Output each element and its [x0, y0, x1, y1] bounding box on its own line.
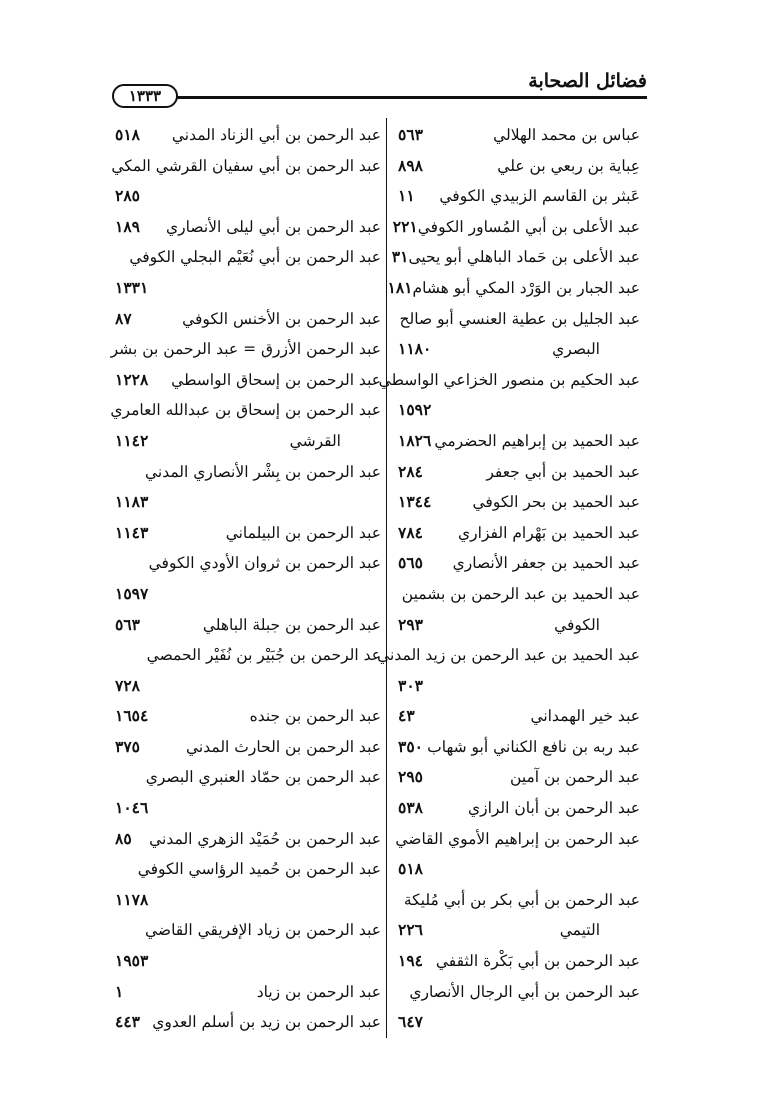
- page-reference: ٥٦٣: [115, 614, 140, 634]
- page-reference: ٧٢٨: [115, 675, 140, 695]
- entry-line: [398, 579, 640, 610]
- page-reference: ٣٠٣: [398, 675, 423, 695]
- entry-name: عبد الرحمن بن جبلة الباهلي: [202, 615, 381, 634]
- page-reference: ٥٦٣: [398, 125, 423, 144]
- entry-line: [115, 640, 381, 671]
- entry-line: [115, 701, 381, 732]
- entry-line: [398, 548, 640, 579]
- index-entry: [115, 915, 381, 976]
- index-entry: [398, 457, 640, 488]
- entry-line: [391, 242, 640, 273]
- index-entry: [387, 273, 640, 304]
- entry-name: عبد الحميد بن أبي جعفر: [486, 462, 640, 481]
- entry-name: عبد الرحمن بن حُميد الرؤاسي الكوفي: [137, 860, 381, 879]
- index-entry: [115, 120, 381, 151]
- entry-name: عبد الحميد بن بحر الكوفي: [472, 493, 640, 512]
- entry-line: [398, 671, 640, 702]
- page-reference: ١١٤٢: [115, 430, 149, 450]
- entry-name: عبد الرحمن بن جنده: [249, 707, 381, 726]
- entry-name: عبد الحميد بن جعفر الأنصاري: [452, 554, 640, 573]
- entry-line: [115, 610, 381, 641]
- entry-line: [387, 273, 640, 304]
- index-entry: [395, 824, 640, 885]
- index-entry: [398, 426, 640, 457]
- entry-line: [398, 610, 640, 641]
- index-entry: [398, 487, 640, 518]
- column-divider: [386, 118, 387, 1038]
- entry-line: [398, 977, 640, 1008]
- entry-name: عبد الرحمن بن إبراهيم الأموي القاضي: [395, 829, 640, 848]
- index-entry: [115, 457, 381, 518]
- entry-line: [110, 395, 381, 426]
- index-entry: [115, 242, 381, 303]
- entry-name: عبد الرحمن بن الحارث المدني: [186, 737, 381, 756]
- index-entry: [115, 701, 381, 732]
- index-entry: [115, 610, 381, 641]
- entry-name: عبد الحميد بن بَهْرام الفزاري: [458, 523, 640, 542]
- entry-line: [398, 151, 640, 182]
- page-header: [112, 70, 647, 104]
- page-reference: ١٠٤٦: [115, 798, 149, 818]
- header-rule: [167, 96, 647, 99]
- entry-name: عبد الجبار بن الوَرْد المكي أبو هشام: [412, 278, 640, 297]
- page-reference: ٤٤٣: [115, 1012, 140, 1032]
- entry-name: عِباية بن ربعي بن علي: [497, 156, 640, 175]
- entry-line: [110, 334, 381, 365]
- entry-line: [115, 915, 381, 946]
- entry-name: عبد الرحمن بن أبي ليلى الأنصاري: [166, 217, 381, 236]
- entry-name: عبد الرحمن بن الأخنس الكوفي: [182, 309, 381, 328]
- index-entry: [115, 977, 381, 1008]
- page-reference: ١٩٥٣: [115, 951, 149, 971]
- entry-line: [398, 732, 640, 763]
- entry-line: [398, 334, 640, 365]
- page-reference: ٣١: [391, 247, 409, 267]
- page-reference: ١١٧٨: [115, 889, 149, 909]
- index-entry: [115, 212, 381, 243]
- page-reference: ١١: [398, 186, 415, 206]
- entry-name: عبد الرحمن بن أبي سفيان القرشي المكي: [111, 156, 381, 175]
- entry-line: [115, 671, 381, 702]
- entry-name: عبد ربه بن نافع الكناني أبو شهاب: [427, 737, 640, 756]
- index-entry: [115, 518, 381, 549]
- entry-name: عبد الحكيم بن منصور الخزاعي الواسطي: [378, 370, 640, 389]
- entry-line: [115, 885, 381, 916]
- page-reference: ٥٦٥: [398, 553, 423, 573]
- entry-line: [115, 793, 381, 824]
- page-reference: ١٥٩٢: [398, 400, 432, 420]
- page-reference: ٥٣٨: [398, 798, 423, 818]
- page-reference: ٢٢١: [392, 216, 418, 236]
- page-reference: ١٥٩٧: [115, 583, 149, 603]
- entry-name: عبد الجليل بن عطية العنسي أبو صالح: [399, 309, 640, 328]
- page-reference: ٢٨٥: [115, 186, 140, 206]
- index-entry: [391, 242, 640, 273]
- entry-name: عد الرحمن بن جُبَيْر بن نُفَيْر الحمصي: [146, 646, 381, 665]
- entry-line: [378, 365, 640, 396]
- page-reference: ٨٩٨: [398, 155, 423, 175]
- index-entry: [398, 701, 640, 732]
- index-entry: [115, 548, 381, 609]
- index-entry: [398, 518, 640, 549]
- page-reference: ٣٧٥: [115, 736, 140, 756]
- index-entry: [110, 334, 381, 365]
- page-reference: ١٦٥٤: [115, 706, 149, 726]
- page-reference: ١٢٢٨: [115, 369, 149, 389]
- page-reference: ٢٩٣: [398, 614, 423, 634]
- entry-line: [398, 304, 640, 335]
- entry-line: [115, 426, 381, 457]
- index-entry: [115, 304, 381, 335]
- entry-name: عبد الرحمن بن أبي الزناد المدني: [171, 126, 381, 144]
- entry-line: [115, 120, 381, 151]
- entry-line: [398, 946, 640, 977]
- entry-line: [398, 701, 640, 732]
- entry-line: [115, 548, 381, 579]
- entry-name: القرشي: [289, 431, 341, 450]
- entry-line: [115, 854, 381, 885]
- entry-line: [392, 212, 640, 243]
- entry-name: عبد الحميد بن إبراهيم الحضرمي: [434, 431, 640, 450]
- index-entry: [398, 548, 640, 579]
- entry-line: [395, 824, 640, 855]
- entry-name: عبد الرحمن بن أبي نُعَيْم البجلي الكوفي: [129, 248, 381, 267]
- entry-line: [115, 365, 381, 396]
- entry-name: عَبثر بن القاسم الزبيدي الكوفي: [439, 187, 640, 206]
- index-entry: [111, 151, 381, 212]
- page-reference: ١: [115, 981, 124, 1001]
- index-entry: [398, 977, 640, 1038]
- page-reference: ١١٨٣: [115, 492, 149, 512]
- entry-line: [115, 946, 381, 977]
- entry-line: [115, 242, 381, 273]
- index-entry: [115, 762, 381, 823]
- entry-line: [398, 762, 640, 793]
- entry-name: عبد الرحمن بن حمّاد العنبري البصري: [145, 768, 381, 787]
- index-entry: [110, 395, 381, 456]
- index-entry: [398, 762, 640, 793]
- page-reference: ٢٩٥: [398, 767, 423, 787]
- left-column: [110, 120, 381, 1038]
- index-entry: [398, 151, 640, 182]
- entry-line: [115, 1007, 381, 1038]
- page-reference: ١٨٢٦: [398, 430, 432, 450]
- entry-line: [111, 151, 381, 182]
- page-reference: ٨٧: [115, 308, 132, 328]
- entry-line: [398, 518, 640, 549]
- page-reference: ١٣٤٤: [398, 492, 432, 512]
- entry-name: عبد الرحمن بن إسحاق الواسطي: [171, 370, 381, 389]
- index-entry: [377, 640, 640, 701]
- entry-name: البصري: [552, 340, 600, 359]
- entry-line: [115, 457, 381, 488]
- index-entry: [398, 946, 640, 977]
- entry-name: عبد الرحمن بن أبان الرازي: [467, 799, 640, 818]
- index-entry: [398, 304, 640, 365]
- entry-name: عبد الرحمن بن أبي الرجال الأنصاري: [409, 982, 640, 1001]
- index-entry: [398, 579, 640, 640]
- entry-line: [115, 518, 381, 549]
- index-entry: [115, 640, 381, 701]
- entry-line: [398, 1007, 640, 1038]
- entry-line: [398, 181, 640, 212]
- entry-name: عبد الأعلى بن حَماد الباهلي أبو يحيى: [408, 248, 640, 267]
- page-reference: ١١٤٣: [115, 522, 149, 542]
- right-column: [377, 120, 640, 1038]
- entry-name: عبد الرحمن بن أبي بَكْرة الثقفي: [435, 952, 640, 971]
- entry-name: عبد الرحمن بن حُمَيْد الزهري المدني: [149, 829, 381, 848]
- index-entry: [398, 732, 640, 763]
- entry-name: الكوفي: [554, 615, 600, 634]
- page-reference: ٨٥: [115, 828, 132, 848]
- page-reference: ٢٢٦: [398, 920, 423, 940]
- index-entry: [115, 824, 381, 855]
- page-reference: ٤٣: [398, 706, 415, 726]
- entry-line: [398, 426, 640, 457]
- entry-name: عبد الرحمن بن زياد الإفريقي القاضي: [144, 921, 381, 940]
- entry-line: [398, 120, 640, 151]
- index-entry: [398, 120, 640, 151]
- entry-line: [398, 395, 640, 426]
- entry-name: عبد الحميد بن عبد الرحمن بن بشمين: [401, 584, 640, 603]
- entry-name: عبد الرحمن بن آمين: [510, 768, 640, 787]
- index-entry: [115, 854, 381, 915]
- index-entry: [378, 365, 640, 426]
- page-reference: ١١٨٠: [398, 339, 432, 359]
- entry-name: عباس بن محمد الهلالي: [493, 126, 640, 144]
- entry-line: [115, 181, 381, 212]
- entry-line: [398, 457, 640, 488]
- page-reference: ٥١٨: [115, 125, 140, 144]
- entry-line: [398, 487, 640, 518]
- index-entry: [398, 885, 640, 946]
- entry-name: التيمي: [559, 921, 600, 940]
- page-reference: ١٩٤: [398, 951, 423, 971]
- entry-line: [115, 762, 381, 793]
- entry-name: عبد الحميد بن عبد الرحمن بن زيد المدني: [377, 646, 640, 665]
- entry-line: [115, 579, 381, 610]
- entry-name: عبد الرحمن بن بِشْر الأنصاري المدني: [144, 462, 381, 481]
- entry-line: [398, 915, 640, 946]
- entry-line: [115, 732, 381, 763]
- page-reference: ٦٤٧: [398, 1012, 423, 1032]
- page-reference: ٥١٨: [398, 859, 423, 879]
- index-entry: [115, 365, 381, 396]
- entry-line: [115, 273, 381, 304]
- page-reference: ١٣٣١: [115, 277, 149, 297]
- page-reference: ١٨١: [387, 277, 413, 297]
- entry-line: [115, 487, 381, 518]
- entry-name: عبد الرحمن بن ثروان الأودي الكوفي: [148, 554, 381, 573]
- entry-name: عبد الرحمن بن زياد: [256, 982, 381, 1001]
- page-reference: ٧٨٤: [398, 522, 423, 542]
- index-entry: [115, 1007, 381, 1038]
- entry-name: عبد الرحمن الأزرق = عبد الرحمن بن بشر: [110, 340, 381, 359]
- entry-line: [377, 640, 640, 671]
- index-entry: [398, 181, 640, 212]
- entry-line: [398, 854, 640, 885]
- entry-name: عبد الأعلى بن أبي المُساور الكوفي: [417, 217, 640, 236]
- entry-line: [398, 793, 640, 824]
- index-entry: [115, 732, 381, 763]
- entry-line: [398, 885, 640, 916]
- entry-name: عبد الرحمن بن أبي بكر بن أبي مُليكة: [403, 890, 640, 909]
- entry-line: [115, 212, 381, 243]
- page-reference: ٢٨٤: [398, 461, 423, 481]
- page-reference: ١٨٩: [115, 216, 140, 236]
- entry-line: [115, 304, 381, 335]
- entry-name: عبد خير الهمداني: [530, 707, 640, 726]
- index-entry: [398, 793, 640, 824]
- page-reference: ٣٥٠: [398, 736, 423, 756]
- entry-name: عبد الرحمن بن إسحاق بن عبدالله العامري: [110, 401, 381, 420]
- page-number: ١٣٣٣: [112, 84, 178, 108]
- index-entry: [392, 212, 640, 243]
- entry-line: [115, 977, 381, 1008]
- entry-name: عبد الرحمن بن البيلماني: [225, 523, 381, 542]
- book-title: فضائل الصحابة: [528, 70, 647, 92]
- entry-name: عبد الرحمن بن زيد بن أسلم العدوي: [152, 1013, 381, 1032]
- entry-line: [115, 824, 381, 855]
